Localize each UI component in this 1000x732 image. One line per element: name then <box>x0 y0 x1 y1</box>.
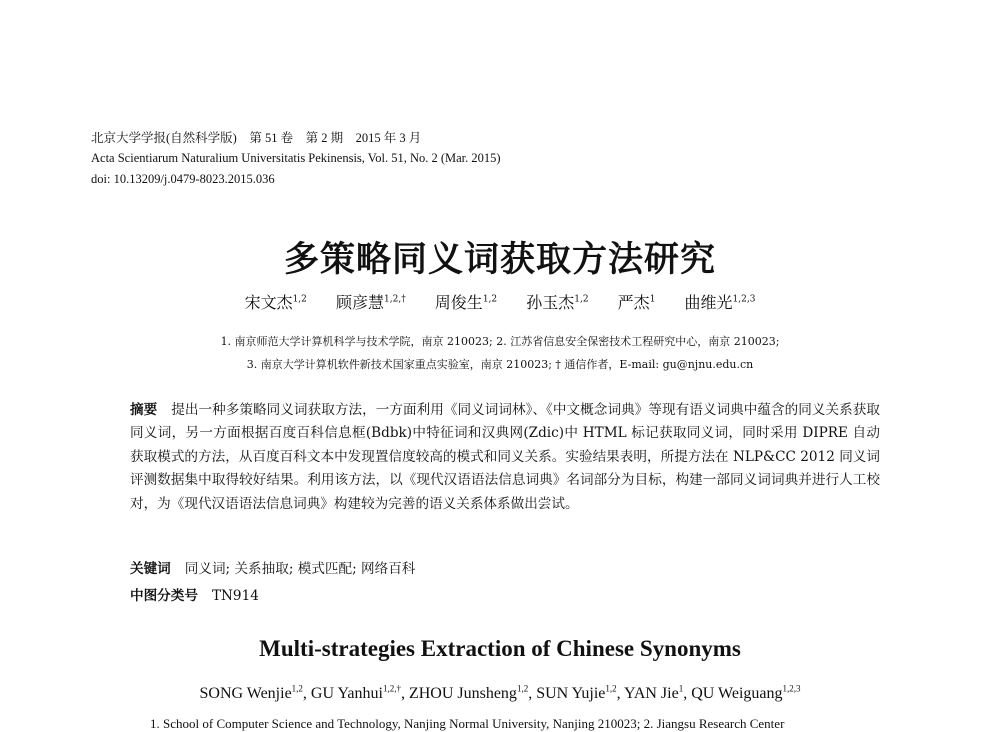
affiliation-en-line1: 1. School of Computer Science and Technology, Nanjing Normal University, Nanjing 210023; 2. Jiangsu Research Center <box>150 716 785 731</box>
author-cn: 孙玉杰$^{1,2}$ <box>526 293 589 312</box>
paper-title-en: Multi-strategies Extraction of Chinese Synonyms <box>259 636 741 661</box>
author-cn: 曲维光$^{1,2,3}$ <box>684 293 756 312</box>
doi[interactable]: doi: 10.13209/j.0479-8023.2015.036 <box>91 172 275 186</box>
author-en: SUN Yujie$^{1,2}$ <box>536 683 617 702</box>
author-list-cn <box>0 290 1000 313</box>
classification <box>130 584 259 604</box>
author-en: ZHOU Junsheng$^{1,2}$ <box>408 683 529 702</box>
keywords-text: 同义词; 关系抽取; 模式匹配; 网络百科 <box>184 561 416 577</box>
affiliation-cn-line1: 1. 南京师范大学计算机科学与技术学院，南京 210023; 2. 江苏省信息安全保密技术工程研究中心，南京 210023; <box>220 335 780 348</box>
author-en: QU Weiguang$^{1,2,3}$ <box>691 683 801 702</box>
journal-info-cn: 北京大学学报(自然科学版) 第 51 卷 第 2 期 2015 年 3 月 <box>91 131 422 145</box>
keywords-label: 关键词 <box>130 561 171 577</box>
classification-text: TN914 <box>211 588 259 604</box>
classification-label: 中图分类号 <box>130 588 198 604</box>
author-cn: 周俊生$^{1,2}$ <box>434 293 498 312</box>
author-cn: 宋文杰$^{1,2}$ <box>244 293 307 312</box>
author-en: SONG Wenjie$^{1,2}$ <box>199 683 303 702</box>
keywords <box>130 557 415 577</box>
journal-info-en: Acta Scientiarum Naturalium Universitatis Pekinensis, Vol. 51, No. 2 (Mar. 2015) <box>91 151 501 165</box>
author-list-en: SONG Wenjie$^{1,2}$, GU Yanhui$^{1,2,\dagger}$, ZHOU Junsheng$^{1,2}$, SUN Yujie$^{1,2}$, YAN Jie$^1$, QU Weiguang$^{1,2,3}$ <box>199 683 801 702</box>
abstract-label: 摘要 <box>130 402 158 418</box>
abstract <box>130 399 880 516</box>
abstract-text: 提出一种多策略同义词获取方法，一方面利用《同义词词林》、《中文概念词典》等现有语义词典中蕴含的同义关系获取同义词，另一方面根据百度百科信息框(Bdbk)中特征词和汉典网(Zdic)中 HTML 标记获取同义词，同时采用 DIPRE 自动获取模式的方法，从百度百科文本中发现置信度较高的模式和同义关系。实验结果表明，所提方法在 NLP&CC 2012 同义词评测数据集中取得较好结果。利用该方法，以《现代汉语语法信息词典》名词部分为目标，构建一部同义词词典并进行人工校对，为《现代汉语语法信息词典》构建较为完善的语义关系体系做出尝试。 <box>130 402 880 512</box>
affiliation-cn-line2: 3. 南京大学计算机软件新技术国家重点实验室，南京 210023; † 通信作者，E-mail: gu@njnu.edu.cn <box>246 358 754 371</box>
author-en: YAN Jie$^1$ <box>624 683 684 702</box>
author-cn: 顾彦慧$^{1,2,\dagger}$ <box>336 293 406 312</box>
author-cn: 严杰$^1$ <box>617 293 656 312</box>
paper-title-cn: 多策略同义词获取方法研究 <box>283 239 716 280</box>
author-en: GU Yanhui$^{1,2,\dagger}$ <box>310 683 401 702</box>
